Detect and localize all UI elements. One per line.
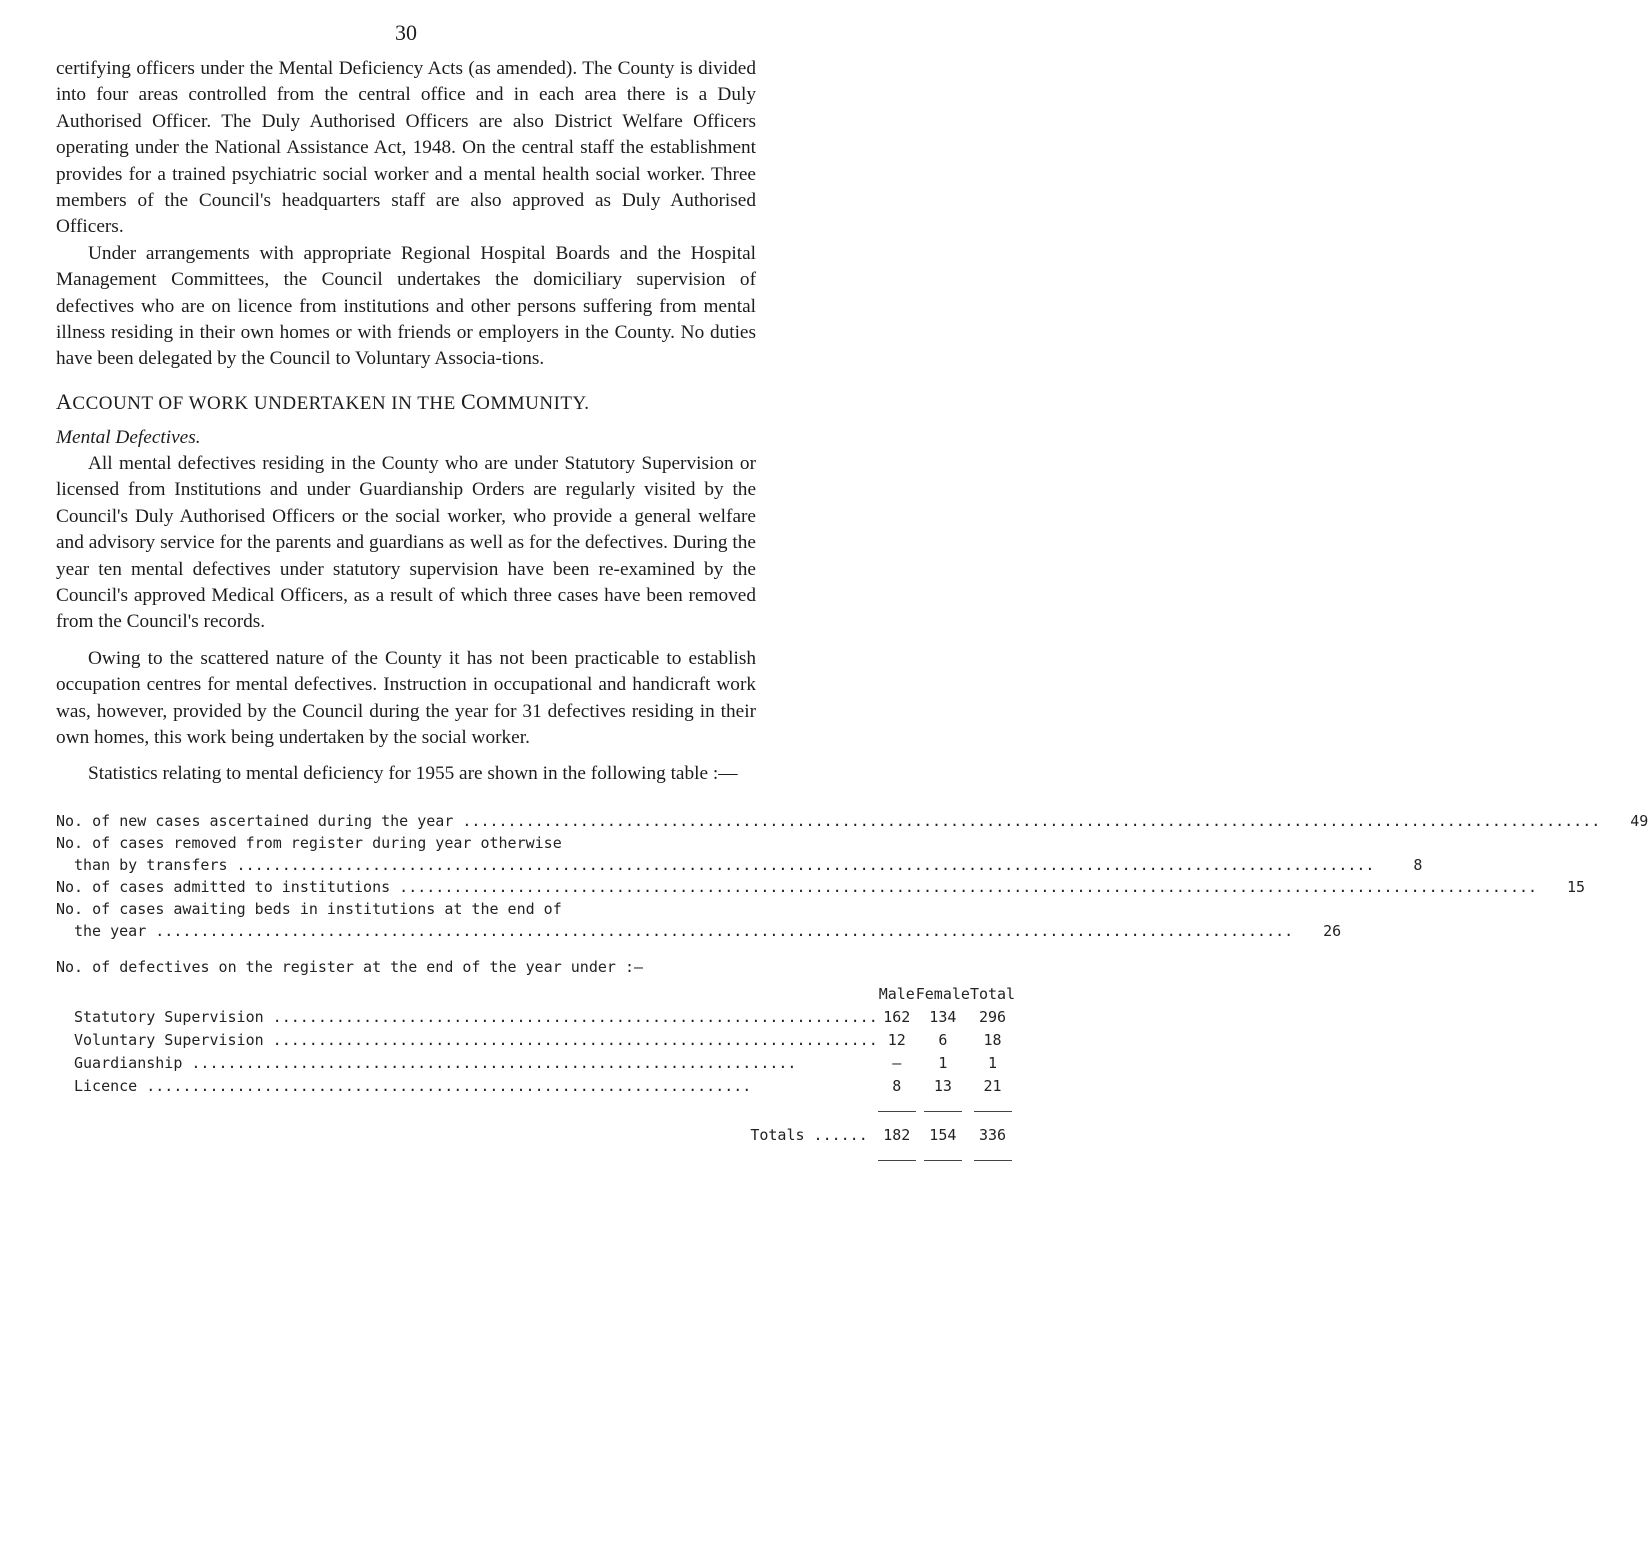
rules-row-bottom [56, 1147, 1015, 1165]
stat-new-cases: No. of new cases ascertained during the year ..... 49 [56, 810, 756, 832]
stat-awaiting: the year ..... 26 [56, 920, 756, 942]
header-female: Female [915, 984, 970, 1003]
register-header-row [56, 982, 1015, 1006]
rules-row [56, 1098, 1015, 1116]
intro-paragraph: certifying officers under the Mental Deficiency Acts (as amended). The County is divided into four areas controlled from the central office and in each area there is a Duly Authorised Officer. The Duly Authorised Officers are also District Welfare Officers operating under the National Assistance Act, 1948. On the central staff the establishment provides for a trained psychiatric social worker and a mental health social worker. Three members of the Council's headquarters staff are also approved as Duly Authorised Officers. [56, 58, 756, 238]
divider [924, 1160, 962, 1161]
totals-row: Totals ...... 182 154 336 [56, 1116, 1015, 1147]
header-total: Total [969, 984, 1016, 1003]
statistics-list [56, 810, 1648, 1165]
table-row: Guardianship ..... — 1 1 [56, 1052, 1015, 1075]
divider [974, 1111, 1012, 1112]
arrangements-paragraph: Under arrangements with appropriate Regional Hospital Boards and the Hospital Management Committees, the Council undertakes the domiciliary supervision of defectives who are on licence from institutions and other persons suffering from mental illness residing in their own homes or with friends or employers in the County. No duties have been delegated by the Council to Voluntary Associa-tions. [56, 242, 756, 370]
table-row: Voluntary Supervision ..... 12 6 18 [56, 1029, 1015, 1052]
table-row: Licence ..... 8 13 21 [56, 1075, 1015, 1098]
statistics-intro: Statistics relating to mental deficiency for 1955 are shown in the following table :— [88, 763, 738, 785]
register-title: No. of defectives on the register at the end of the year under :— [56, 957, 643, 976]
divider [878, 1160, 916, 1161]
occupation-paragraph: Owing to the scattered nature of the County it has not been practicable to establish occupation centres for mental defectives. Instruction in occupational and handicraft work was, however, provided by the Council during the year for 31 defectives residing in their own homes, this work being undertaken by the social worker. [56, 647, 756, 748]
header-male: Male [878, 984, 915, 1003]
page-number: 30 [395, 20, 417, 45]
table-row: Statutory Supervision ..... 162 134 296 [56, 1006, 1015, 1029]
stat-awaiting-line1: No. of cases awaiting beds in institutions at the end of [56, 899, 562, 918]
document-page [56, 20, 1648, 1165]
divider [974, 1160, 1012, 1161]
stat-admitted: No. of cases admitted to institutions ..... 15 [56, 876, 756, 898]
visits-paragraph: All mental defectives residing in the County who are under Statutory Supervision or licensed from Institutions and under Guardianship Orders are regularly visited by the Council's Duly Authorised Officers or the social worker, who provide a general welfare and advisory service for the parents and guardians as well as for the defectives. During the year ten mental defectives under statutory supervision have been re-examined by the Council's approved Medical Officers, as a result of which three cases have been removed from the Council's records. [56, 452, 756, 633]
divider [924, 1111, 962, 1112]
divider [878, 1111, 916, 1112]
sub-heading: Mental Defectives. [56, 426, 201, 448]
stat-removed: than by transfers ..... 8 [56, 854, 756, 876]
stat-removed-line1: No. of cases removed from register during year otherwise [56, 833, 562, 852]
section-heading: ACCOUNT OF WORK UNDERTAKEN IN THE COMMUNITY. [56, 388, 590, 414]
register-table [56, 982, 1015, 1165]
totals-label: Totals ...... [750, 1126, 868, 1145]
